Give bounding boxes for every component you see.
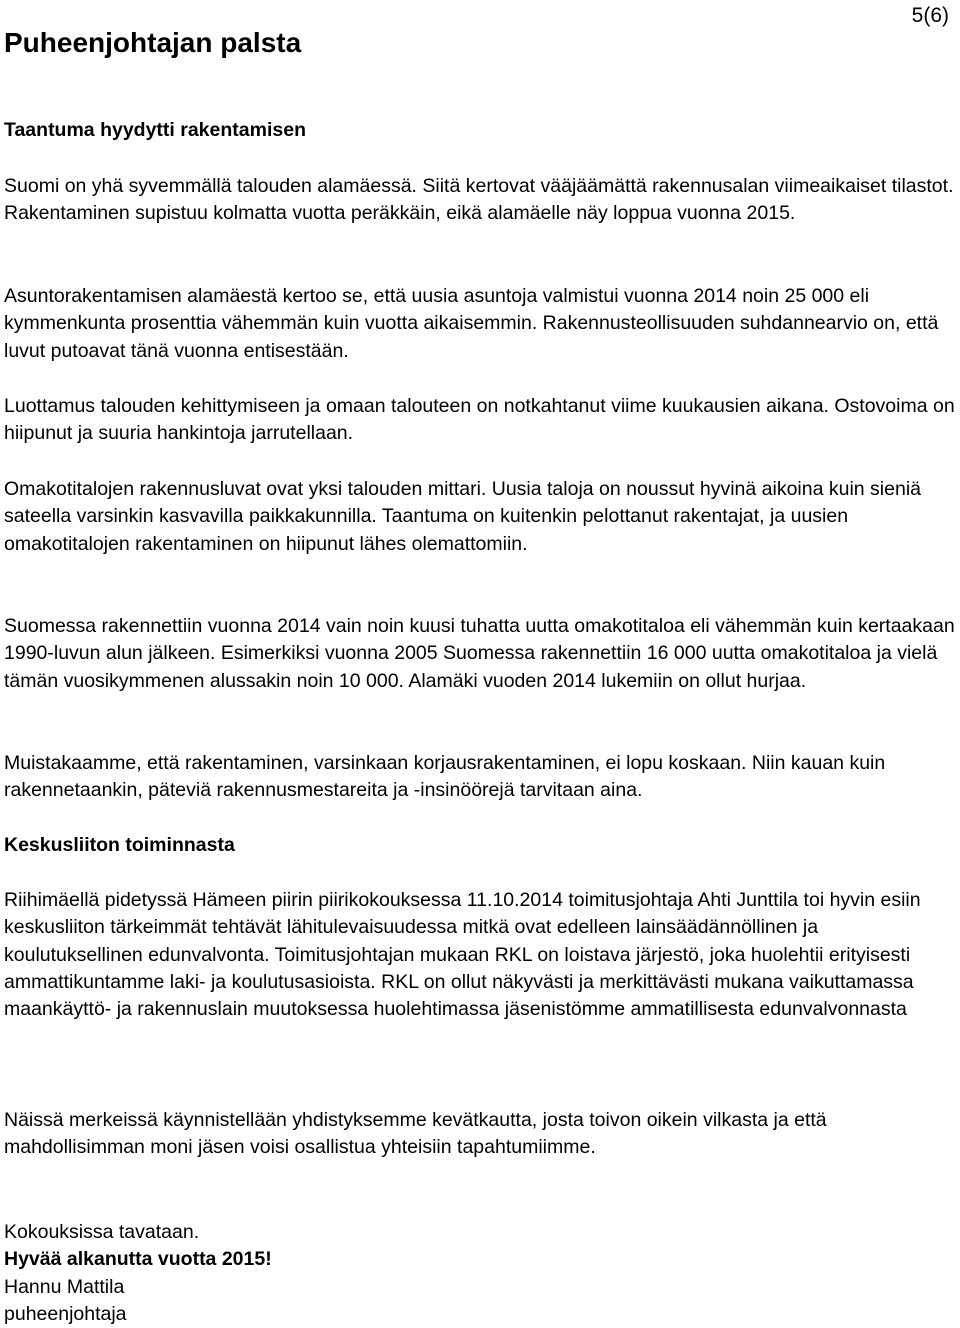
page-number: 5(6) bbox=[911, 4, 949, 27]
section-heading-taantuma: Taantuma hyydytti rakentamisen bbox=[4, 119, 306, 141]
paragraph: Omakotitalojen rakennusluvat ovat yksi talouden mittari. Uusia taloja on noussut hyvinä aikoina kuin sieniä sateella varsinkin kasvavilla paikkakunnilla. Taantuma on kuitenkin pelottanut rakentajat, ja uusien omakotitalojen rakentaminen on hiipunut lähes olemattomiin. bbox=[4, 478, 922, 555]
closing-block bbox=[4, 1219, 272, 1328]
paragraph: Näissä merkeissä käynnistellään yhdistyksemme kevätkautta, josta toivon oikein vilkasta ja että mahdollisimman moni jäsen voisi osallistua yhteisiin tapahtumiimme. bbox=[4, 1109, 827, 1159]
page-title: Puheenjohtajan palsta bbox=[4, 27, 302, 58]
closing-greeting: Hyvää alkanutta vuotta 2015! bbox=[4, 1248, 272, 1271]
signature-role: puheenjohtaja bbox=[4, 1302, 127, 1325]
paragraph: Suomessa rakennettiin vuonna 2014 vain noin kuusi tuhatta uutta omakotitaloa eli vähemmän kuin kertaakaan 1990-luvun alun jälkeen. Esimerkiksi vuonna 2005 Suomessa rakennettiin 16 000 uutta omakotitaloa ja vielä tämän vuosikymmenen alussakin noin 10 000. Alamäki vuoden 2014 lukemiin on ollut hurjaa. bbox=[4, 615, 955, 692]
section-heading-keskusliitto: Keskusliiton toiminnasta bbox=[4, 834, 235, 856]
paragraph: Muistakaamme, että rakentaminen, varsinkaan korjausrakentaminen, ei lopu koskaan. Niin kauan kuin rakennetaankin, päteviä rakennusmestareita ja -insinöörejä tarvitaan aina. bbox=[4, 752, 886, 802]
paragraph: Luottamus talouden kehittymiseen ja omaan talouteen on notkahtanut viime kuukausien aikana. Ostovoima on hiipunut ja suuria hankintoja jarrutellaan. bbox=[4, 395, 955, 445]
paragraph: Riihimäellä pidetyssä Hämeen piirin piirikokouksessa 11.10.2014 toimitusjohtaja Ahti Junttila toi hyvin esiin keskusliiton tärkeimmät tehtävät lähitulevaisuudessa mitkä ovat edelleen lainsäädännöllinen ja koulutuksellinen edunvalvonta. Toimitusjohtajan mukaan RKL on loistava järjestö, joka huolehtii erityisesti ammattikuntamme laki- ja koulutusasioista. RKL on ollut näkyvästi ja merkittävästi mukana vaikuttamassa maankäyttö- ja rakennuslain muutoksessa huolehtimassa jäsenistömme ammatillisesta edunvalvonnasta bbox=[4, 889, 921, 1021]
paragraph: Suomi on yhä syvemmällä talouden alamäessä. Siitä kertovat vääjäämättä rakennusalan viimeaikaiset tilastot. Rakentaminen supistuu kolmatta vuotta peräkkäin, eikä alamäelle näy loppua vuonna 2015. bbox=[4, 175, 954, 225]
closing-line: Kokouksissa tavataan. bbox=[4, 1221, 200, 1243]
signature-name: Hannu Mattila bbox=[4, 1275, 125, 1298]
paragraph: Asuntorakentamisen alamäestä kertoo se, että uusia asuntoja valmistui vuonna 2014 noin 25 000 eli kymmenkunta prosenttia vähemmän kuin vuotta aikaisemmin. Rakennusteollisuuden suhdannearvio on, että luvut putoavat tänä vuonna entisestään. bbox=[4, 285, 939, 362]
